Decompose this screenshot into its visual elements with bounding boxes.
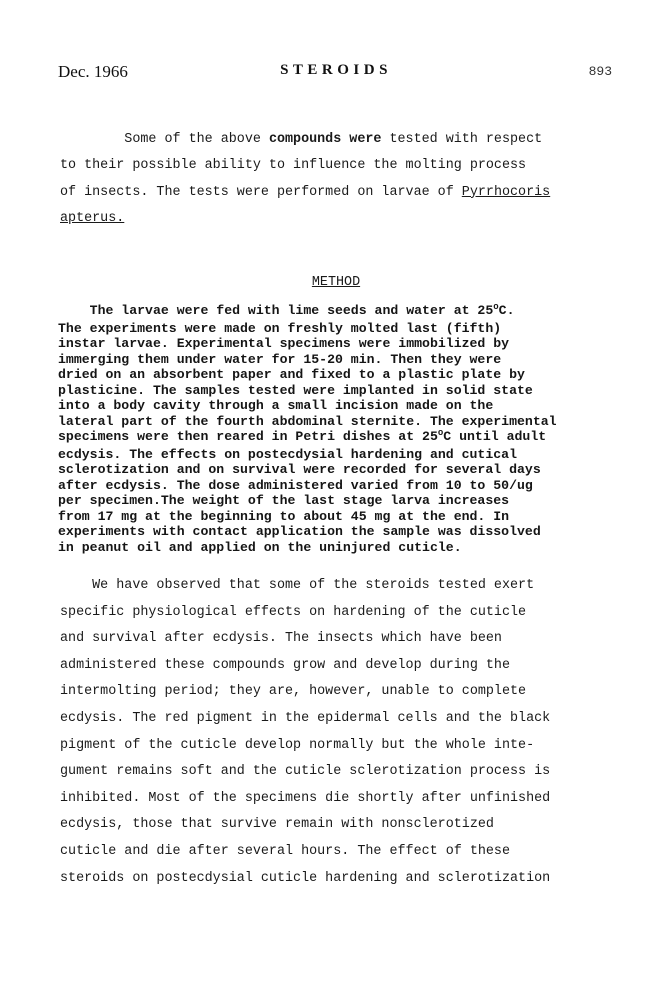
results-line-4: administered these compounds grow and develop during the [60,657,510,673]
method-line-2: The experiments were made on freshly molted last (fifth) [58,320,502,336]
method-line-9-end: C until adult [443,429,547,444]
method-line-10: ecdysis. The effects on postecdysial hardening and cutical [58,446,517,462]
header-journal-title: STEROIDS [280,62,392,78]
method-line-4: immerging them under water for 15-20 min. Then they were [58,351,502,367]
intro-line-1b: tested with respect [381,132,543,147]
results-line-7: pigment of the cuticle develop normally but the whole inte- [60,737,535,753]
method-line-16: in peanut oil and applied on the uninjured cuticle. [58,539,462,555]
species-genus: Pyrrhocoris [461,184,551,200]
intro-line-2: to their possible ability to influence the molting process [60,158,527,174]
results-line-10: ecdysis, those that survive remain with nonsclerotized [60,817,494,833]
results-line-9: inhibited. Most of the specimens die shortly after unfinished [60,790,551,806]
intro-line-1a: Some of the above [60,132,269,147]
method-line-6: plasticine. The samples tested were implanted in solid state [58,382,533,398]
results-line-2: specific physiological effects on hardening of the cuticle [60,604,527,620]
header-date: Dec. 1966 [58,62,128,81]
method-paragraph [58,303,648,555]
degree-sign: o [493,302,499,312]
method-line-12: after ecdysis. The dose administered varied from 10 to 50/ug [58,477,533,493]
results-line-1: We have observed that some of the steroids tested exert [60,578,535,593]
intro-line-3: of insects. The tests were performed on larvae of [60,184,462,200]
results-paragraph [60,573,620,892]
method-line-1: The larvae were fed with lime seeds and water at 25 [58,303,494,318]
section-heading-method: METHOD [311,275,361,290]
degree-sign: o [437,428,444,438]
intro-paragraph [60,127,620,232]
method-line-3: instar larvae. Experimental specimens were immobilized by [58,336,510,351]
results-line-6: ecdysis. The red pigment in the epidermal cells and the black [60,710,551,726]
method-line-1-unit: C. [498,303,515,318]
method-line-13: per specimen.The weight of the last stage larva increases [58,493,510,508]
results-line-5: intermolting period; they are, however, unable to complete [60,684,527,700]
results-line-11: cuticle and die after several hours. The effect of these [60,843,510,859]
species-epithet: apterus. [60,210,125,226]
method-line-14: from 17 mg at the beginning to about 45 mg at the end. In [58,508,510,524]
method-line-8: lateral part of the fourth abdominal sternite. The experimental [58,413,557,429]
intro-line-1-bold: compounds were [268,132,382,147]
header-page-number: 893 [588,64,612,79]
method-line-15: experiments with contact application the sample was dissolved [58,524,541,539]
method-line-7: into a body cavity through a small incision made on the [58,398,494,413]
method-line-5: dried on an absorbent paper and fixed to a plastic plate by [58,367,525,382]
method-line-9: specimens were then reared in Petri dishes at 25 [58,429,438,444]
results-line-12: steroids on postecdysial cuticle hardening and sclerotization [60,870,551,886]
method-line-11: sclerotization and on survival were recorded for several days [58,462,541,477]
results-line-8: gument remains soft and the cuticle sclerotization process is [60,764,551,780]
results-line-3: and survival after ecdysis. The insects which have been [60,631,502,647]
